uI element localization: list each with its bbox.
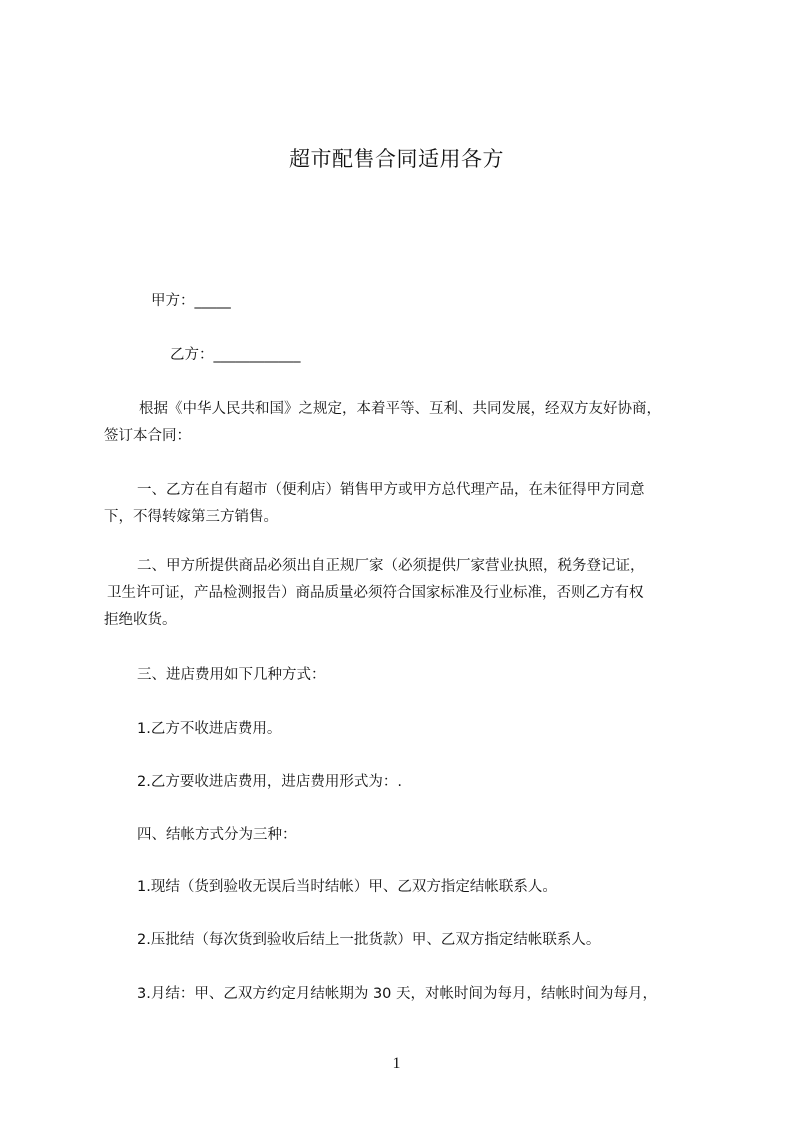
clause-1-line-1: 一、乙方在自有超市（便利店）销售甲方或甲方总代理产品，在未征得甲方同意 — [137, 482, 645, 498]
party-b-line: 乙方：____________ — [170, 347, 301, 363]
clause-3-item-2: 2.乙方要收进店费用，进店费用形式为：. — [137, 774, 402, 790]
clause-3-heading: 三、进店费用如下几种方式： — [137, 667, 326, 683]
document-title: 超市配售合同适用各方 — [289, 147, 504, 171]
clause-4-heading: 四、结帐方式分为三种： — [137, 827, 297, 843]
clause-2-line-1: 二、甲方所提供商品必须出自正规厂家（必须提供厂家营业执照，税务登记证， — [137, 558, 645, 574]
clause-4-item-2: 2.压批结（每次货到验收后结上一批货款）甲、乙双方指定结帐联系人。 — [137, 932, 601, 948]
party-a-line: 甲方：_____ — [151, 293, 231, 309]
clause-2-line-3: 拒绝收货。 — [104, 612, 177, 628]
clause-1-line-2: 下，不得转嫁第三方销售。 — [104, 509, 278, 525]
page-number: 1 — [392, 1055, 401, 1072]
clause-4-item-3: 3.月结：甲、乙双方约定月结帐期为 30 天，对帐时间为每月，结帐时间为每月， — [137, 986, 658, 1002]
clause-4-item-1: 1.现结（货到验收无误后当时结帐）甲、乙双方指定结帐联系人。 — [137, 879, 557, 895]
intro-paragraph-line-1: 根据《中华人民共和国》之规定，本着平等、互利、共同发展，经双方友好协商， — [139, 401, 661, 417]
intro-paragraph-line-2: 签订本合同： — [104, 428, 191, 444]
clause-2-line-2: 卫生许可证，产品检测报告）商品质量必须符合国家标准及行业标准，否则乙方有权 — [107, 585, 644, 601]
clause-3-item-1: 1.乙方不收进店费用。 — [137, 721, 282, 737]
